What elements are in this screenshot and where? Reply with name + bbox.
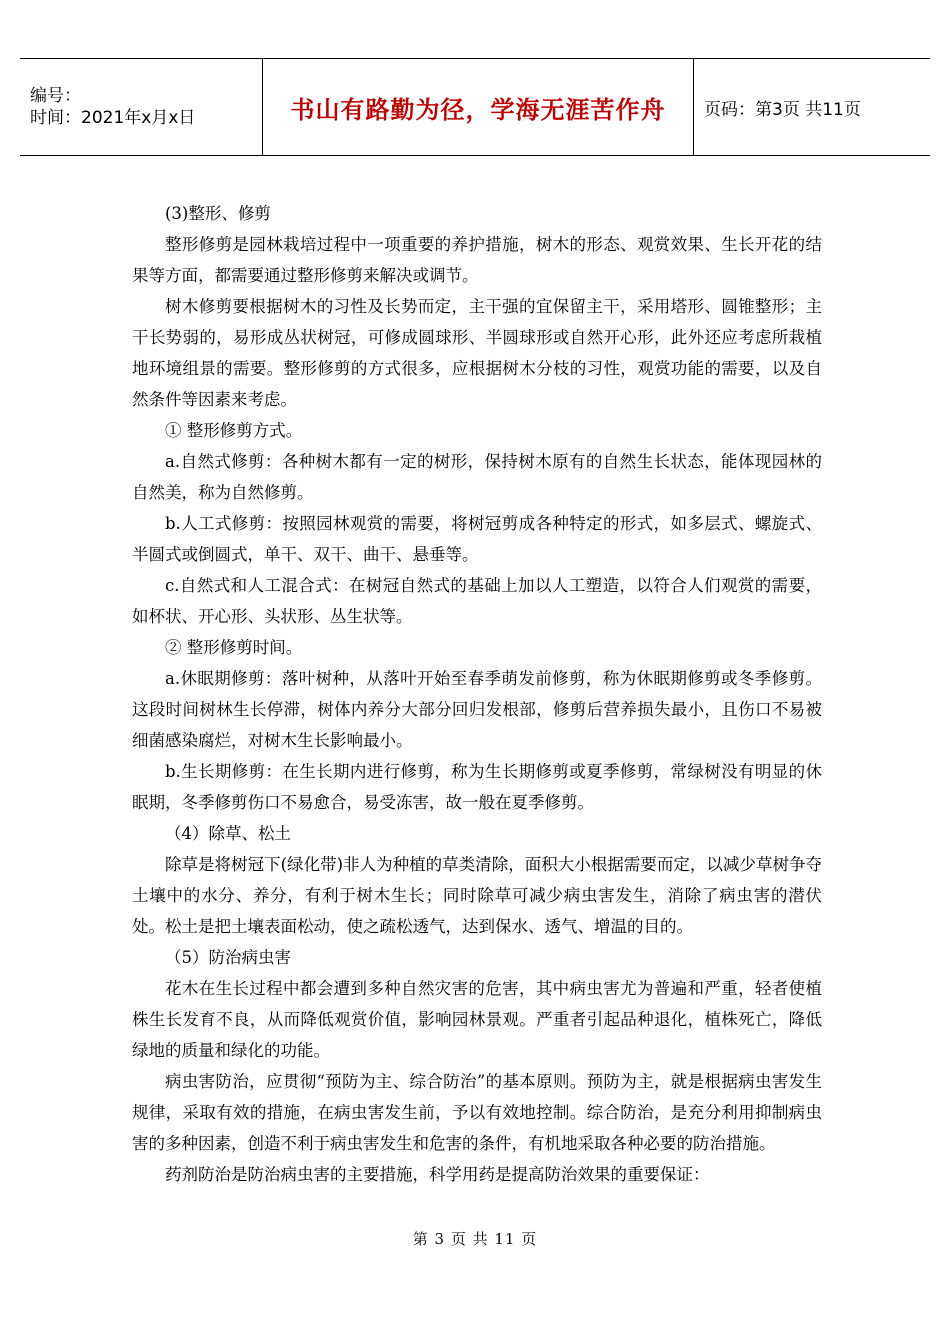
paragraph: a.休眠期修剪：落叶树种，从落叶开始至春季萌发前修剪，称为休眠期修剪或冬季修剪。这段时间树林生长停滞，树体内养分大部分回归发根部，修剪后营养损失最小，且伤口不易被细菌感染腐烂，对树木生长影响最小。 [132,669,822,750]
paragraph: 除草是将树冠下(绿化带)非人为种植的草类清除，面积大小根据需要而定，以减少草树争夺土壤中的水分、养分，有利于树木生长；同时除草可减少病虫害发生，消除了病虫害的潜伏处。松土是把土壤表面松动，使之疏松透气，达到保水、透气、增温的目的。 [132,855,822,936]
paragraph: 花木在生长过程中都会遭到多种自然灾害的危害，其中病虫害尤为普遍和严重，轻者使植株生长发育不良，从而降低观赏价值，影响园林景观。严重者引起品种退化，植株死亡，降低绿地的质量和绿化的功能。 [132,979,822,1060]
paragraph: b.生长期修剪：在生长期内进行修剪，称为生长期修剪或夏季修剪，常绿树没有明显的休眠期，冬季修剪伤口不易愈合，易受冻害，故一般在夏季修剪。 [132,762,822,812]
header-meta-cell [20,59,263,156]
subsection-heading: ② 整形修剪时间。 [165,638,303,657]
document-body [132,198,822,1190]
section-heading: （5）防治病虫害 [165,948,291,967]
paragraph: 树木修剪要根据树木的习性及长势而定，主干强的宜保留主干，采用塔形、圆锥整形；主干长势弱的，易形成丛状树冠，可修成圆球形、半圆球形或自然开心形，此外还应考虑所栽植地环境组景的需要。整形修剪的方式很多，应根据树木分枝的习性，观赏功能的需要，以及自然条件等因素来考虑。 [132,297,822,409]
document-header [20,58,930,156]
document-number-label: 编号： [30,86,81,106]
section-heading: (3)整形、修剪 [165,204,271,223]
subsection-heading: ① 整形修剪方式。 [165,421,303,440]
paragraph: c.自然式和人工混合式：在树冠自然式的基础上加以人工塑造，以符合人们观赏的需要，如杯状、开心形、头状形、丛生状等。 [132,576,822,626]
paragraph: 病虫害防治，应贯彻“预防为主、综合防治”的基本原则。预防为主，就是根据病虫害发生规律，采取有效的措施，在病虫害发生前，予以有效地控制。综合防治，是充分利用抑制病虫害的多种因素，创造不利于病虫害发生和危害的条件，有机地采取各种必要的防治措施。 [132,1072,822,1153]
header-page-info: 页码：第3页 共11页 [694,59,931,156]
paragraph: a.自然式修剪：各种树木都有一定的树形，保持树木原有的自然生长状态，能体现园林的自然美，称为自然修剪。 [132,452,822,502]
header-motto: 书山有路勤为径，学海无涯苦作舟 [263,59,694,156]
page-footer: 第 3 页 共 11 页 [412,1230,538,1248]
document-date-label: 时间：2021年x月x日 [30,108,196,128]
paragraph: 整形修剪是园林栽培过程中一项重要的养护措施，树木的形态、观赏效果、生长开花的结果等方面，都需要通过整形修剪来解决或调节。 [132,235,822,285]
section-heading: （4）除草、松土 [165,824,291,843]
paragraph: b.人工式修剪：按照园林观赏的需要，将树冠剪成各种特定的形式，如多层式、螺旋式、半圆式或倒圆式，单干、双干、曲干、悬垂等。 [132,514,822,564]
paragraph: 药剂防治是防治病虫害的主要措施，科学用药是提高防治效果的重要保证： [165,1165,710,1184]
